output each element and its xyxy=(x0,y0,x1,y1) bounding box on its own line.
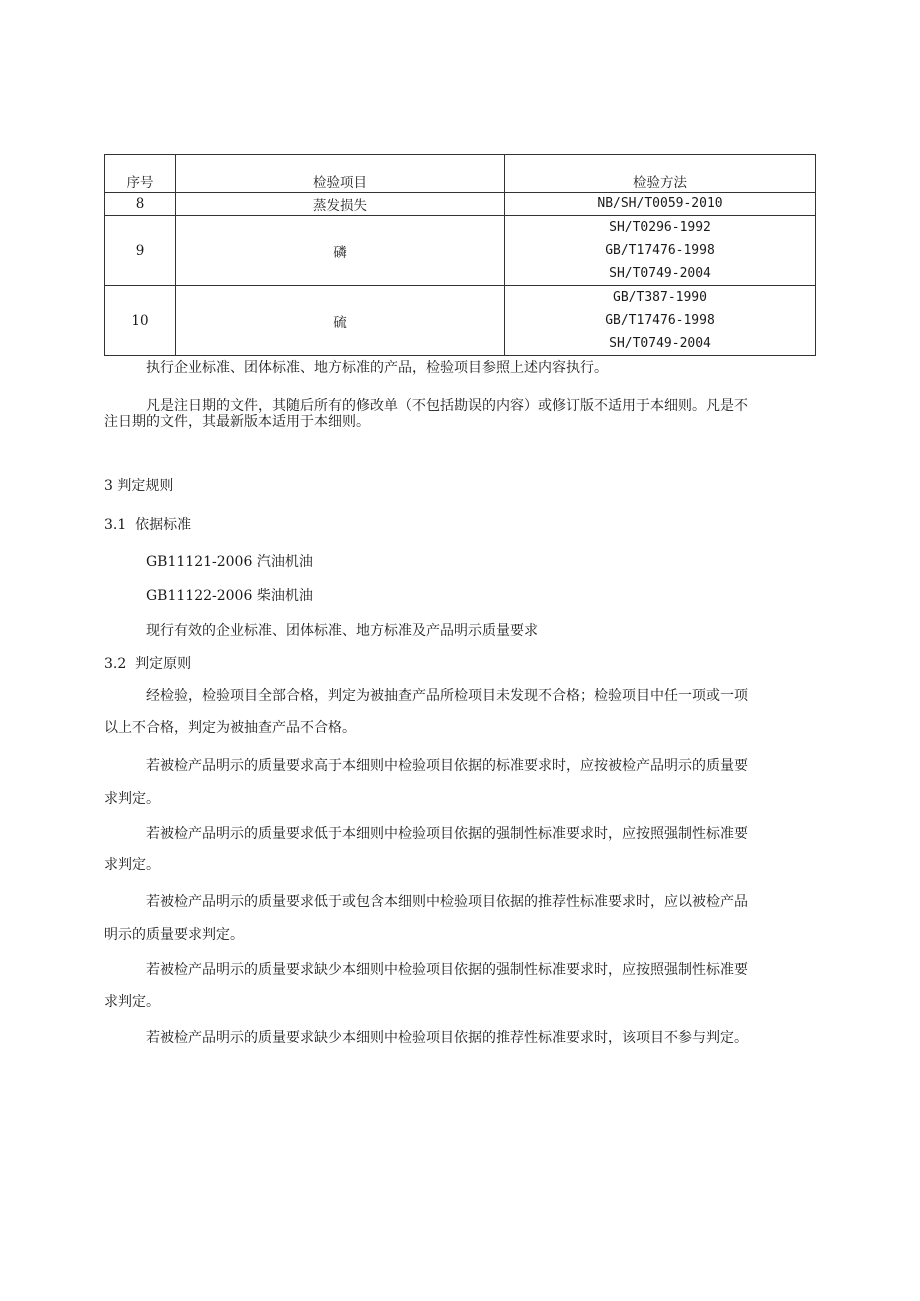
principle-line: 若被检产品明示的质量要求低于本细则中检验项目依据的强制性标准要求时，应按照强制性标准要 xyxy=(146,826,748,842)
row-no: 9 xyxy=(105,216,176,286)
standard-item: GB11121-2006 汽油机油 xyxy=(146,554,313,570)
method-line: GB/T17476-1998 xyxy=(605,313,715,328)
row-item: 蒸发损失 xyxy=(176,193,505,216)
table-row xyxy=(105,193,816,216)
standard-item: 现行有效的企业标准、团体标准、地方标准及产品明示质量要求 xyxy=(146,623,538,639)
row-item: 硫 xyxy=(176,286,505,356)
header-no: 序号 xyxy=(105,155,176,193)
table-header-row xyxy=(105,155,816,193)
principle-line: 求判定。 xyxy=(104,994,160,1010)
standard-item: GB11122-2006 柴油机油 xyxy=(146,588,313,604)
method-line: SH/T0749-2004 xyxy=(609,266,711,281)
row-item: 磷 xyxy=(176,216,505,286)
header-method: 检验方法 xyxy=(505,155,816,193)
principle-line: 求判定。 xyxy=(104,791,160,807)
principle-line: 求判定。 xyxy=(104,857,160,873)
method-line: NB/SH/T0059-2010 xyxy=(597,196,723,211)
principle-line: 若被检产品明示的质量要求低于或包含本细则中检验项目依据的推荐性标准要求时，应以被检产品 xyxy=(146,894,748,910)
principle-line: 若被检产品明示的质量要求高于本细则中检验项目依据的标准要求时，应按被检产品明示的质量要 xyxy=(146,758,748,774)
row-methods xyxy=(505,216,816,286)
row-no: 8 xyxy=(105,193,176,216)
table-row xyxy=(105,216,816,286)
inspection-methods-table xyxy=(104,154,816,356)
principle-line: 明示的质量要求判定。 xyxy=(104,927,244,943)
principle-line: 以上不合格，判定为被抽查产品不合格。 xyxy=(104,720,356,736)
table-row xyxy=(105,286,816,356)
principle-line: 经检验，检验项目全部合格，判定为被抽查产品所检项目未发现不合格；检验项目中任一项或一项 xyxy=(146,688,748,704)
method-line: GB/T17476-1998 xyxy=(605,243,715,258)
row-methods xyxy=(505,286,816,356)
subsection-heading: 3.1 依据标准 xyxy=(104,517,192,533)
section-heading: 3 判定规则 xyxy=(104,478,174,494)
header-item: 检验项目 xyxy=(176,155,505,193)
note-paragraph-line: 凡是注日期的文件，其随后所有的修改单（不包括勘误的内容）或修订版不适用于本细则。凡是不 xyxy=(146,398,748,414)
row-no: 10 xyxy=(105,286,176,356)
row-methods xyxy=(505,193,816,216)
note-paragraph-line: 注日期的文件，其最新版本适用于本细则。 xyxy=(104,414,370,430)
principle-line: 若被检产品明示的质量要求缺少本细则中检验项目依据的强制性标准要求时，应按照强制性标准要 xyxy=(146,962,748,978)
note-paragraph: 执行企业标准、团体标准、地方标准的产品，检验项目参照上述内容执行。 xyxy=(146,360,608,376)
subsection-heading: 3.2 判定原则 xyxy=(104,656,192,672)
method-line: GB/T387-1990 xyxy=(613,290,707,305)
method-line: SH/T0296-1992 xyxy=(609,220,711,235)
principle-line: 若被检产品明示的质量要求缺少本细则中检验项目依据的推荐性标准要求时，该项目不参与判定。 xyxy=(146,1030,748,1046)
method-line: SH/T0749-2004 xyxy=(609,336,711,351)
